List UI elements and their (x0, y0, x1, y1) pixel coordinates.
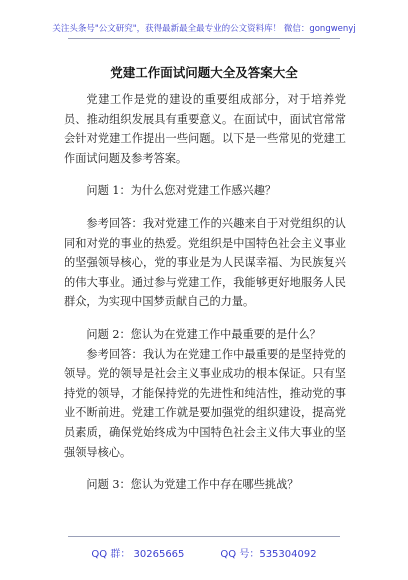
answer-1: 参考回答：我对党建工作的兴趣来自于对党组织的认同和对党的事业的热爱。党组织是中国特色社会主义事业的坚强领导核心，党的事业是为人民谋幸福、为民族复兴的伟大事业。通过参与党建工作，我能够更好地服务人民群众，为实现中国梦贡献自己的力量。 (64, 216, 346, 309)
header-divider (68, 38, 340, 39)
document-body (64, 90, 346, 495)
intro-paragraph: 党建工作是党的建设的重要组成部分，对于培养党员、推动组织发展具有重要意义。在面试中，面试官常常会针对党建工作提出一些问题。以下是一些常见的党建工作面试问题及参考答案。 (64, 93, 346, 165)
question-2: 问题 2：您认为在党建工作中最重要的是什么？ (86, 327, 321, 341)
answer-2: 参考回答：我认为在党建工作中最重要的是坚持党的领导。党的领导是社会主义事业成功的根本保证。只有坚持党的领导，才能保持党的先进性和纯洁性，推动党的事业不断前进。党建工作就是要加强党的组织建设，提高党员素质，确保党始终成为中国特色社会主义伟大事业的坚强领导核心。 (64, 347, 346, 459)
footer-qq-number: QQ 号：535304092 (220, 549, 317, 560)
document-title: 党建工作面试问题大全及答案大全 (110, 65, 298, 80)
question-1: 问题 1：为什么您对党建工作感兴趣？ (86, 184, 277, 198)
page-footer (0, 545, 408, 560)
question-3: 问题 3：您认为党建工作中存在哪些挑战？ (86, 478, 299, 492)
footer-qq-group: QQ 群： 30265665 (91, 549, 185, 560)
page-header-banner: 关注头条号"公文研究"，获得最新最全最专业的公文资料库！ 微信：gongwenyj (52, 24, 356, 34)
footer-divider (68, 536, 340, 537)
